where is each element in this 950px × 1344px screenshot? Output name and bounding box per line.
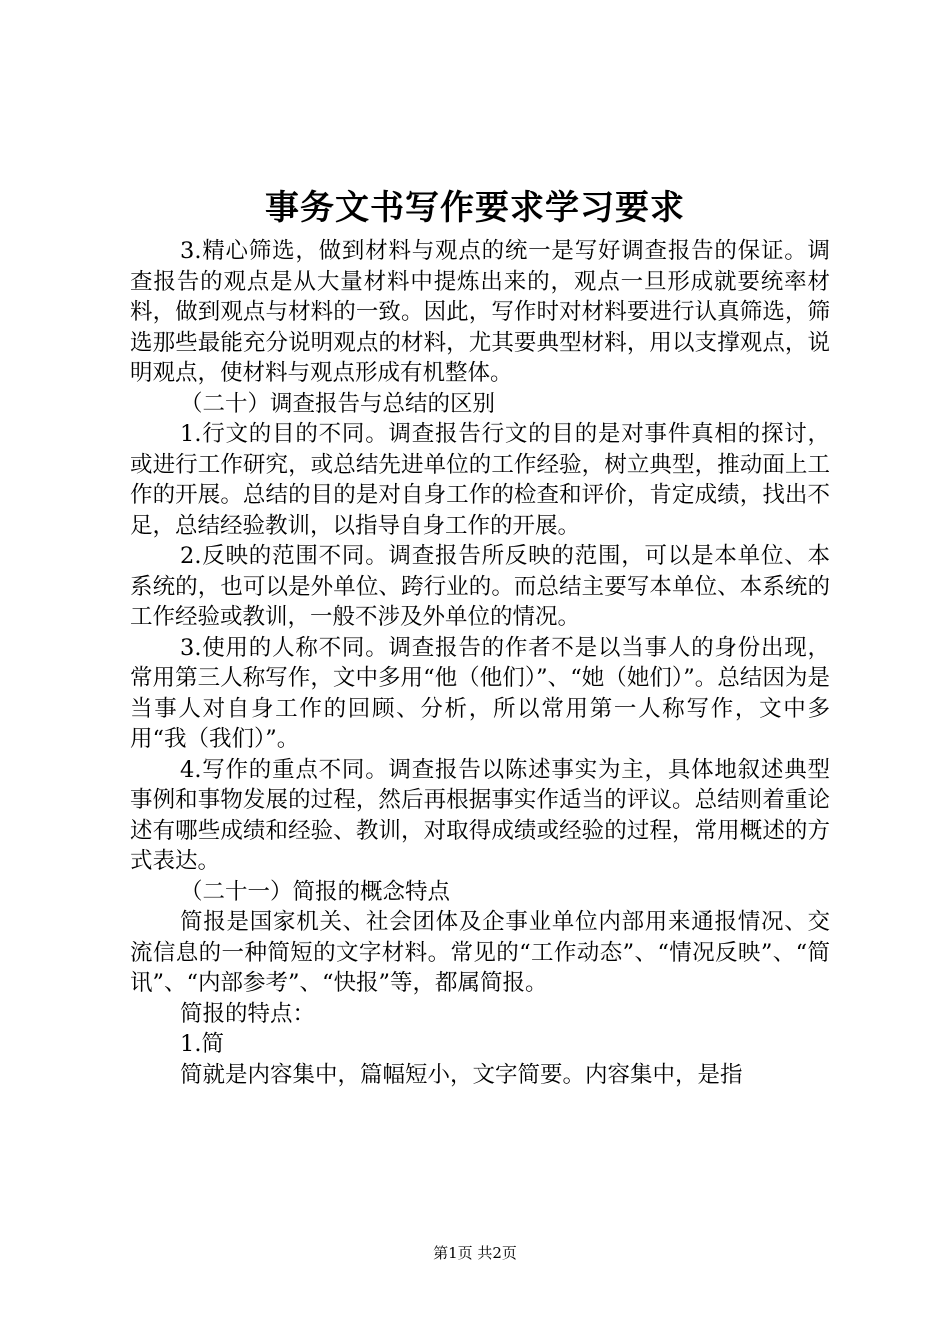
paragraph-3-selection: 3.精心筛选，做到材料与观点的统一是写好调查报告的保证。调查报告的观点是从大量材料中提炼出来的，观点一旦形成就要统率材料，做到观点与材料的一致。因此，写作时对材料要进行认真筛选，筛选那些最能充分说明观点的材料，尤其要典型材料，用以支撑观点，说明观点，使材料与观点形成有机整体。 xyxy=(130,238,830,386)
section-heading-21: （二十一）简报的概念特点 xyxy=(180,878,451,905)
document-body xyxy=(130,236,830,1090)
paragraph-briefing-definition: 简报是国家机关、社会团体及企事业单位内部用来通报情况、交流信息的一种简短的文字材料。常见的“工作动态”、“情况反映”、“简讯”、“内部参考”、“快报”等，都属简报。 xyxy=(130,909,830,996)
section-heading-20: （二十）调查报告与总结的区别 xyxy=(180,390,496,417)
paragraph-feature-1-label: 1.简 xyxy=(180,1031,224,1057)
paragraph-briefing-features-label: 简报的特点： xyxy=(180,1000,316,1027)
paragraph-1-purpose: 1.行文的目的不同。调查报告行文的目的是对事件真相的探讨，或进行工作研究，或总结先进单位的工作经验，树立典型，推动面上工作的开展。总结的目的是对自身工作的检查和评价，肯定成绩，找出不足，总结经验教训，以指导自身工作的开展。 xyxy=(130,421,830,539)
paragraph-4-focus: 4.写作的重点不同。调查报告以陈述事实为主，具体地叙述典型事例和事物发展的过程，然后再根据事实作适当的评议。总结则着重论述有哪些成绩和经验、教训，对取得成绩或经验的过程，常用概述的方式表达。 xyxy=(130,756,830,874)
paragraph-2-scope: 2.反映的范围不同。调查报告所反映的范围，可以是本单位、本系统的，也可以是外单位、跨行业的。而总结主要写本单位、本系统的工作经验或教训，一般不涉及外单位的情况。 xyxy=(130,543,830,630)
paragraph-3-person: 3.使用的人称不同。调查报告的作者不是以当事人的身份出现，常用第三人称写作，文中多用“他（他们）”、“她（她们）”。总结因为是当事人对自身工作的回顾、分析，所以常用第一人称写作，文中多用“我（我们）”。 xyxy=(130,634,830,752)
document-title: 事务文书写作要求学习要求 xyxy=(265,188,685,228)
paragraph-feature-1-text: 简就是内容集中，篇幅短小，文字简要。内容集中，是指 xyxy=(180,1061,743,1088)
page-footer: 第1页 共2页 xyxy=(433,1244,517,1262)
